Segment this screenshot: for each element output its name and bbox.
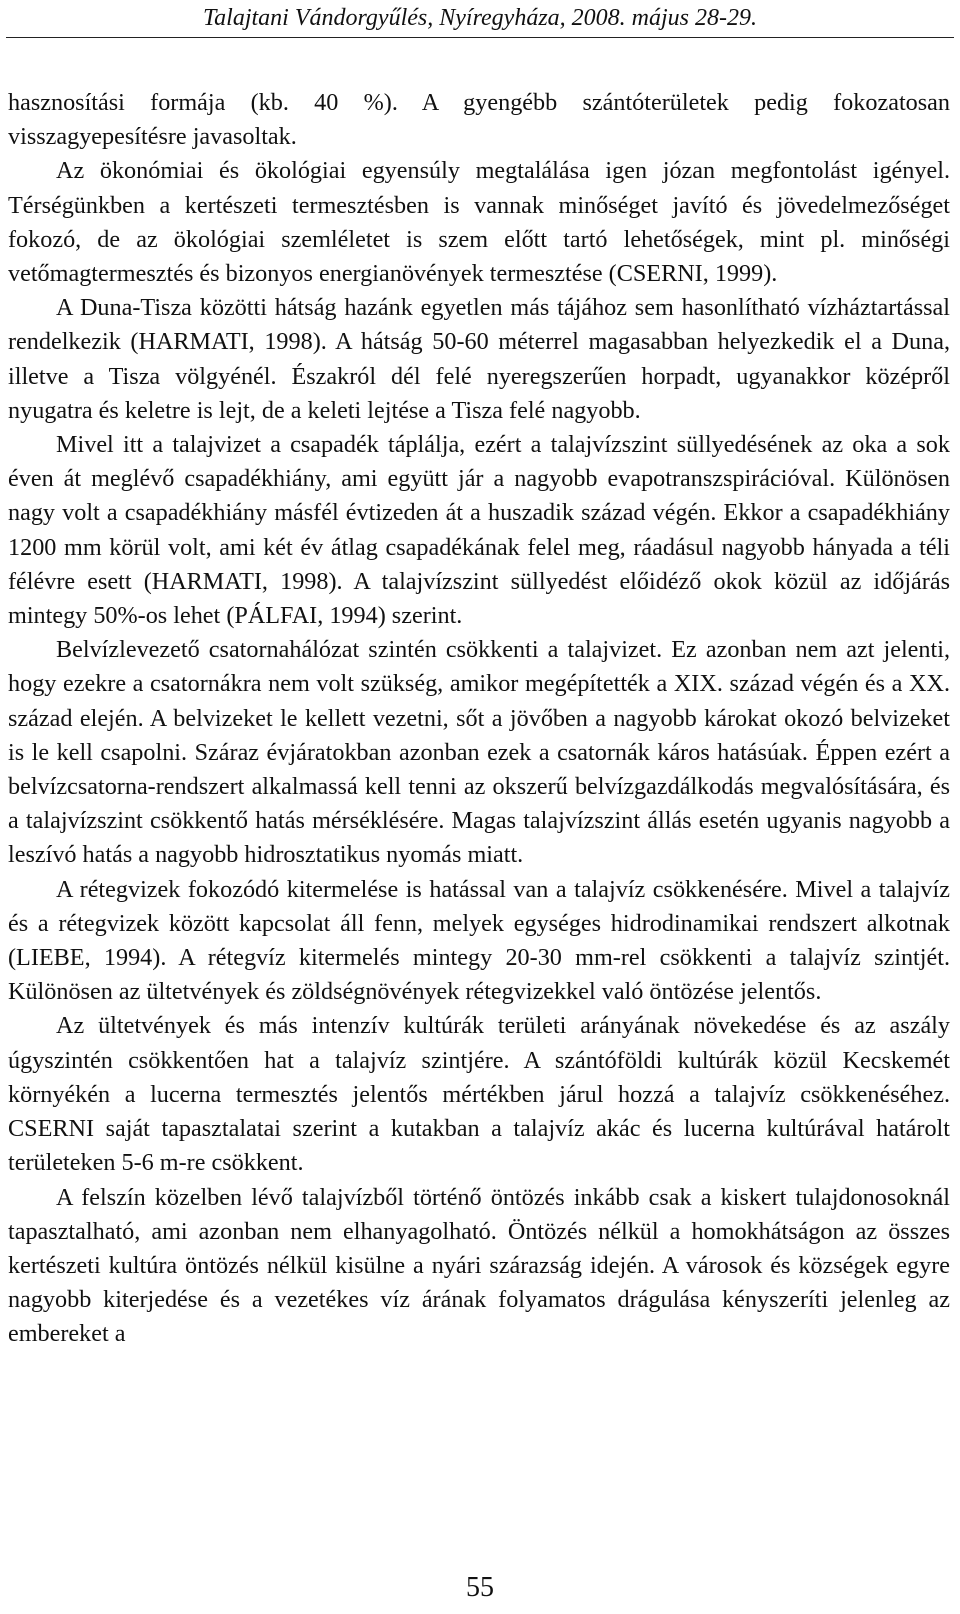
page-number: 55 bbox=[466, 1572, 494, 1603]
page-body bbox=[8, 86, 950, 1352]
paragraph: Belvízlevezető csatornahálózat szintén csökkenti a talajvizet. Ez azonban nem azt jelenti, hogy ezekre a csatornákra nem volt szükség, amikor megépítették a XIX. század végén és a XX. század elején. A belvizeket le kellett vezetni, sőt a jövőben a nagyobb károkat okozó belvizeket is le kell csapolni. Száraz évjáratokban azonban ezek a csatornák káros hatásúak. Éppen ezért a belvízcsatorna-rendszert alkalmassá kell tenni az okszerű belvízgazdálkodás megvalósítására, és a talajvízszint csökkentő hatás mérséklésére. Magas talajvízszint állás esetén ugyanis nagyobb a leszívó hatás a nagyobb hidrosztatikus nyomás miatt. bbox=[8, 636, 950, 869]
paragraph: A Duna-Tisza közötti hátság hazánk egyetlen más tájához sem hasonlítható vízháztartással rendelkezik (HARMATI, 1998). A hátság 50-60 méterrel magasabban helyezkedik el a Duna, illetve a Tisza völgyénél. Északról dél felé nyeregszerűen horpadt, ugyanakkor középről nyugatra és keletre is lejt, de a keleti lejtése a Tisza felé nagyobb. bbox=[8, 294, 950, 424]
header-divider bbox=[6, 37, 954, 38]
paragraph: A felszín közelben lévő talajvízből történő öntözés inkább csak a kiskert tulajdonosoknál tapasztalható, ami azonban nem elhanyagolható. Öntözés nélkül a homokhátságon az összes kertészeti kultúra öntözés nélkül kisülne a nyári szárazság idején. A városok és községek egyre nagyobb kiterjedése és a vezetékes víz árának folyamatos drágulása kényszeríti jelenleg az embereket a bbox=[8, 1183, 950, 1348]
paragraph-continuation: hasznosítási formája (kb. 40 %). A gyengébb szántóterületek pedig fokozatosan visszagyepesítésre javasoltak. bbox=[8, 89, 950, 151]
paragraph: Az ültetvények és más intenzív kultúrák területi arányának növekedése és az aszály úgyszintén csökkentően hat a talajvíz szintjére. A szántóföldi kultúrák közül Kecskemét környékén a lucerna termesztés jelentős mértékben járul hozzá a talajvíz csökkenéséhez. CSERNI saját tapasztalatai szerint a kutakban a talajvíz akác és lucerna kultúrával határolt területeken 5-6 m-re csökkent. bbox=[8, 1012, 950, 1177]
paragraph: Az ökonómiai és ökológiai egyensúly megtalálása igen józan megfontolást igényel. Térségünkben a kertészeti termesztésben is vannak minőséget javító és jövedelmezőséget fokozó, de az ökológiai szemléletet is szem előtt tartó lehetőségek, mint pl. minőségi vetőmagtermesztés és bizonyos energianövények termesztése (CSERNI, 1999). bbox=[8, 157, 950, 288]
paragraph: A rétegvizek fokozódó kitermelése is hatással van a talajvíz csökkenésére. Mivel a talajvíz és a rétegvizek között kapcsolat áll fenn, melyek egységes hidrodinamikai rendszert alkotnak (LIEBE, 1994). A rétegvíz kitermelés mintegy 20-30 mm-rel csökkenti a talajvíz szintjét. Különösen az ültetvények és zöldségnövények rétegvizekkel való öntözése jelentős. bbox=[8, 875, 950, 1006]
running-header: Talajtani Vándorgyűlés, Nyíregyháza, 2008. május 28-29. bbox=[203, 5, 757, 31]
paragraph: Mivel itt a talajvizet a csapadék táplálja, ezért a talajvízszint süllyedésének az oka a sok éven át meglévő csapadékhiány, ami együtt jár a nagyobb evapotranszspirációval. Különösen nagy volt a csapadékhiány másfél évtizeden át a huszadik század végén. Ekkor a csapadékhiány 1200 mm körül volt, ami két év átlag csapadékának felel meg, ráadásul nagyobb hányada a téli félévre esett (HARMATI, 1998). A talajvízszint süllyedést előidéző okok közül az időjárás mintegy 50%-os lehet (PÁLFAI, 1994) szerint. bbox=[8, 431, 950, 630]
